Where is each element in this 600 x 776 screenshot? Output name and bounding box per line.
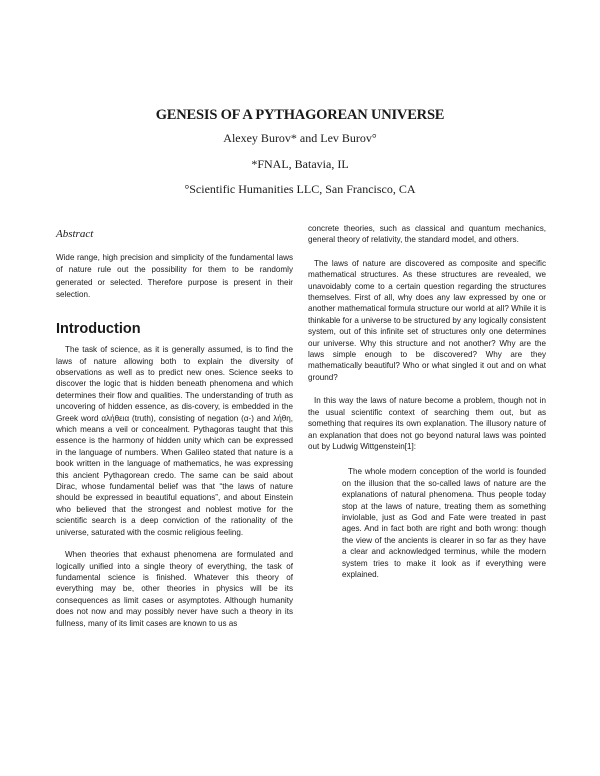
abstract-heading: Abstract: [56, 228, 94, 240]
affiliation-fnal: *FNAL, Batavia, IL: [251, 157, 349, 171]
intro-paragraph-2: When theories that exhaust phenomena are formulated and logically unified into a single theory of everything, the task of fundamental science is finished. Whatever this theory of everything may be, other theories in physics will be its consequences as limit cases or asymptotes. Although humanity does not now and may possibly never have such a theory in its fullness, many of its limit cases are known to us as: [56, 550, 293, 628]
intro-paragraph-1: The task of science, as it is generally assumed, is to find the laws of nature allowing both to explain the diversity of observations as well as to predict new ones. Science seeks to discover the logic that is hidden beneath phenomena and which determines their flow and qualities. The understanding of truth as uncovering of hidden essence, as dis-covery, is embedded in the Greek word αλήθεια (truth), consisting of negation (α-) and λήθη, which means a veil or concealment. Pythagoras taught that this essence is the harmony of hidden unity which can be expressed in the language of numbers. When Galileo stated that nature is a book written in the language of mathematics, he was expressing this ancient Pythagorean credo. The same can be said about Dirac, whose fundamental belief was that “the laws of nature should be expressed in beautiful equations”, and about Einstein who believed that the strongest and noblest motive for the scientific search is a deep conviction of the rationality of the universe, saturated with the cosmic religious feeling.: [56, 345, 293, 537]
introduction-heading: Introduction: [56, 321, 141, 338]
wittgenstein-quote: The whole modern conception of the world is founded on the illusion that the so-called laws of nature are the explanations of natural phenomena. Thus people today stop at the laws of nature, treating them as something inviolable, just as God and Fate were treated in past ages. And in fact both are right and both wrong: though the view of the ancients is clearer in so far as they have a clear and acknowledged terminus, while the modern system tries to make it look as if everything were explained.: [342, 467, 546, 579]
paper-title: GENESIS OF A PYTHAGOREAN UNIVERSE: [155, 107, 445, 123]
authors-line: Alexey Burov* and Lev Burov°: [223, 131, 377, 145]
affiliation-scientific-humanities: °Scientific Humanities LLC, San Francisco, CA: [184, 182, 416, 196]
right-column: [308, 223, 546, 580]
intro-paragraph-3: The laws of nature are discovered as composite and specific mathematical structures. As these structures are revealed, we unavoidably come to a certain question regarding the structures themselves. First of all, why does any law expressed by one or another mathematical formula structure our world at all? While it is thinkable for a universe to be structured by any logically consistent system, out of this infinite set of structures only one determines our universe. Why this structure and not another? Why are the laws simple enough to be discovered? Why are they mathematically beautiful? Who or what singled it out and on what ground?: [308, 258, 546, 382]
intro-paragraph-2-continued: concrete theories, such as classical and quantum mechanics, general theory of relativity, the standard model, and others.: [308, 224, 546, 245]
left-column: [56, 228, 293, 629]
abstract-text: Wide range, high precision and simplicity of the fundamental laws of nature rule out the possibility for them to be randomly generated or selected. Therefore purpose is present in their selection.: [56, 253, 293, 299]
intro-paragraph-4: In this way the laws of nature become a problem, though not in the usual scientific context of searching them out, but as something that requires its own explanation. The illusory nature of an explanation that does not go beyond natural laws was pointed out by Ludwig Wittgenstein[1]:: [308, 396, 546, 451]
